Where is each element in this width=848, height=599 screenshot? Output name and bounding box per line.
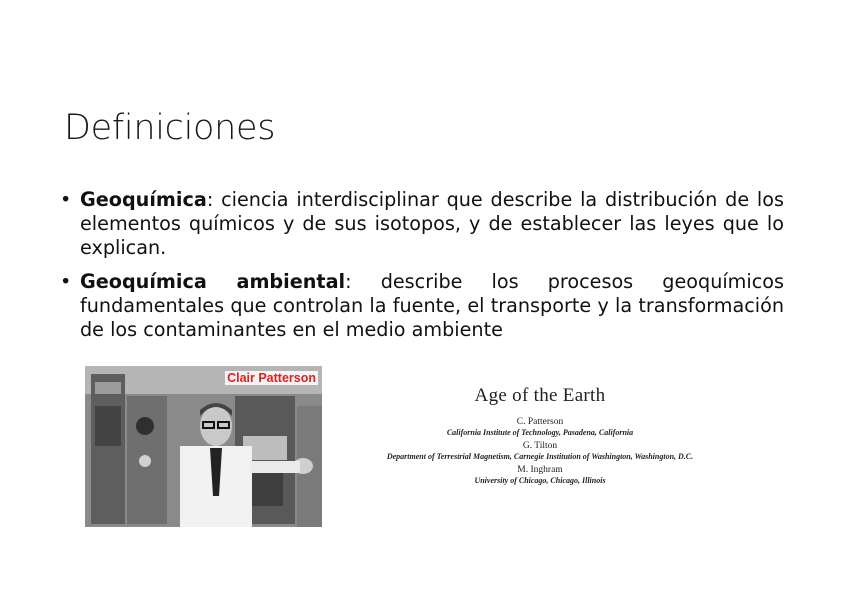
paper-author: M. Inghram bbox=[517, 465, 563, 475]
bullet-dot: • bbox=[60, 270, 72, 293]
slide-title: Definiciones bbox=[64, 108, 276, 148]
bullet-item bbox=[60, 270, 784, 342]
paper-affiliation: University of Chicago, Chicago, Illinois bbox=[474, 476, 606, 485]
paper-header bbox=[360, 385, 720, 485]
bullet-item bbox=[60, 188, 784, 260]
paper-affiliation: Department of Terrestrial Magnetism, Carnegie Institution of Washington, Washington, D.C. bbox=[386, 452, 694, 461]
paper-author: C. Patterson bbox=[516, 417, 564, 427]
photo-illustration bbox=[85, 366, 322, 527]
bullet-text: : describe los procesos geoquímicos fundamentales que controlan la fuente, el transporte y la transformación de los contaminantes en el medio ambiente bbox=[80, 270, 784, 341]
bullet-text: : ciencia interdisciplinar que describe la distribución de los elementos químicos y de sus isotopos, y de establecer las leyes que lo explican. bbox=[80, 188, 784, 259]
paper-affiliation: California Institute of Technology, Pasadena, California bbox=[446, 428, 634, 437]
bullet-dot: • bbox=[60, 188, 72, 211]
paper-title: Age of the Earth bbox=[474, 385, 606, 406]
bullet-term: Geoquímica ambiental bbox=[80, 270, 346, 293]
paper-author: G. Tilton bbox=[522, 441, 558, 451]
photo-caption: Clair Patterson bbox=[227, 371, 316, 385]
bullet-list bbox=[60, 188, 784, 342]
bullet-term: Geoquímica bbox=[80, 188, 207, 211]
patterson-photo bbox=[85, 366, 322, 527]
